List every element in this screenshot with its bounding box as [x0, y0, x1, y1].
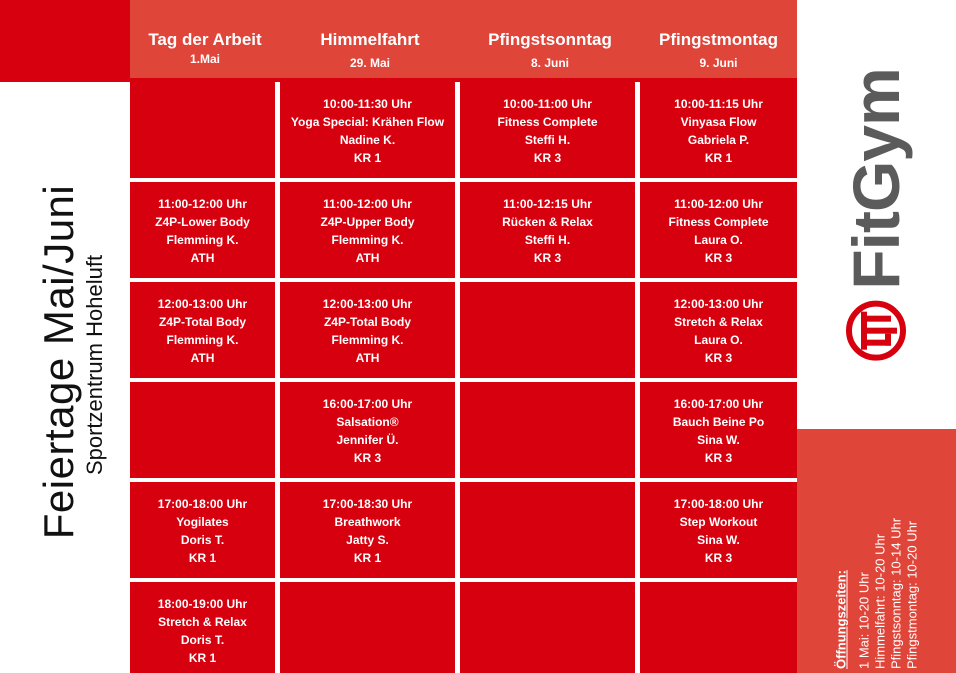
class-cell: [280, 182, 455, 278]
class-name: Rücken & Relax: [502, 215, 593, 229]
opening-hours-line: Pfingstsonntag: 10-14 Uhr: [888, 517, 903, 669]
class-name: Bauch Beine Po: [672, 415, 765, 429]
class-time: 11:00-12:00 Uhr: [158, 197, 247, 211]
class-time: 16:00-17:00 Uhr: [673, 397, 764, 411]
class-room: KR 3: [704, 451, 733, 465]
class-room: KR 1: [188, 551, 217, 565]
class-room: KR 3: [704, 351, 733, 365]
class-room: KR 1: [353, 151, 382, 165]
class-time: 11:00-12:00 Uhr: [323, 197, 412, 211]
class-time: 16:00-17:00 Uhr: [322, 397, 413, 411]
class-cell: [460, 182, 635, 278]
class-name: Stretch & Relax: [158, 615, 247, 629]
header-date: 8. Juni: [530, 56, 569, 70]
class-name: Salsation®: [336, 415, 399, 429]
class-room: KR 1: [704, 151, 733, 165]
class-time: 17:00-18:00 Uhr: [157, 497, 248, 511]
class-cell: [640, 382, 797, 478]
class-name: Z4P-Total Body: [158, 315, 247, 329]
class-name: Z4P-Upper Body: [320, 215, 415, 229]
class-trainer: Nadine K.: [339, 133, 396, 147]
header-name: Pfingstsonntag: [488, 30, 612, 49]
opening-hours-line: 1 Mai: 10-20 Uhr: [856, 572, 871, 669]
empty-cell: [640, 582, 797, 673]
header-date: 29. Mai: [349, 56, 391, 70]
class-time: 10:00-11:30 Uhr: [323, 97, 412, 111]
class-room: KR 3: [533, 251, 562, 265]
class-trainer: Steffi H.: [524, 233, 571, 247]
header-col-4: [640, 0, 797, 78]
empty-cell: [460, 482, 635, 578]
class-trainer: Sina W.: [697, 533, 740, 547]
class-time: 17:00-18:00 Uhr: [673, 497, 764, 511]
class-room: KR 3: [353, 451, 382, 465]
class-time: 10:00-11:00 Uhr: [503, 97, 592, 111]
class-cell: [640, 82, 797, 178]
class-cell: [640, 282, 797, 378]
header-date: 9. Juni: [699, 56, 738, 70]
class-trainer: Flemming K.: [331, 233, 404, 247]
empty-cell: [130, 382, 275, 478]
class-trainer: Doris T.: [180, 533, 225, 547]
class-time: 12:00-13:00 Uhr: [157, 297, 248, 311]
class-name: Stretch & Relax: [674, 315, 763, 329]
class-trainer: Flemming K.: [166, 333, 239, 347]
brand-name: FitGym: [839, 68, 913, 290]
class-time: 17:00-18:30 Uhr: [322, 497, 413, 511]
class-name: Z4P-Total Body: [323, 315, 412, 329]
opening-hours-content: [833, 433, 920, 669]
class-room: KR 3: [533, 151, 562, 165]
header-name: Tag der Arbeit: [148, 30, 262, 49]
class-cell: [460, 82, 635, 178]
class-name: Vinyasa Flow: [680, 115, 757, 129]
header-name: Pfingstmontag: [659, 30, 778, 49]
header-name: Himmelfahrt: [320, 30, 420, 49]
class-cell: [130, 482, 275, 578]
class-room: ATH: [355, 351, 380, 365]
empty-cell: [460, 282, 635, 378]
header-col-2: [280, 0, 460, 78]
class-time: 11:00-12:15 Uhr: [503, 197, 592, 211]
opening-hours-box: [797, 429, 956, 673]
class-trainer: Jatty S.: [346, 533, 389, 547]
fitgym-logo: [838, 68, 914, 361]
class-cell: [130, 582, 275, 673]
class-trainer: Steffi H.: [524, 133, 571, 147]
class-room: ATH: [190, 251, 215, 265]
class-cell: [130, 282, 275, 378]
opening-hours-line: Himmelfahrt: 10-20 Uhr: [872, 533, 887, 669]
logo-emblem-icon: [845, 300, 907, 362]
header-col-1: [130, 0, 280, 78]
class-name: Yogilates: [176, 515, 229, 529]
class-room: KR 1: [188, 651, 217, 665]
class-name: Fitness Complete: [497, 115, 598, 129]
class-name: Breathwork: [334, 515, 401, 529]
class-time: 18:00-19:00 Uhr: [157, 597, 248, 611]
opening-hours-line: Pfingstmontag: 10-20 Uhr: [904, 520, 919, 669]
empty-cell: [460, 382, 635, 478]
class-cell: [130, 182, 275, 278]
class-name: Step Workout: [679, 515, 758, 529]
class-time: 11:00-12:00 Uhr: [674, 197, 763, 211]
empty-cell: [130, 82, 275, 178]
class-trainer: Jennifer Ü.: [336, 433, 399, 447]
class-name: Yoga Special: Krähen Flow: [290, 115, 445, 129]
class-name: Z4P-Lower Body: [155, 215, 250, 229]
class-room: KR 1: [353, 551, 382, 565]
page-title: Feiertage Mai/Juni: [35, 184, 82, 540]
empty-cell: [460, 582, 635, 673]
header-date: 1.Mai: [189, 52, 220, 66]
schedule-grid: [130, 82, 797, 673]
class-cell: [640, 182, 797, 278]
class-trainer: Laura O.: [694, 233, 743, 247]
class-cell: [280, 282, 455, 378]
class-room: KR 3: [704, 251, 733, 265]
class-trainer: Doris T.: [180, 633, 225, 647]
class-trainer: Gabriela P.: [687, 133, 750, 147]
header-col-3: [460, 0, 640, 78]
class-time: 12:00-13:00 Uhr: [673, 297, 764, 311]
class-room: ATH: [355, 251, 380, 265]
class-cell: [280, 482, 455, 578]
class-trainer: Flemming K.: [166, 233, 239, 247]
empty-cell: [280, 582, 455, 673]
class-room: ATH: [190, 351, 215, 365]
class-trainer: Flemming K.: [331, 333, 404, 347]
class-cell: [640, 482, 797, 578]
class-trainer: Sina W.: [697, 433, 740, 447]
page-subtitle: Sportzentrum Hoheluft: [82, 254, 107, 476]
class-room: KR 3: [704, 551, 733, 565]
opening-hours-title: Öffnungszeiten:: [833, 570, 848, 669]
class-trainer: Laura O.: [694, 333, 743, 347]
class-name: Fitness Complete: [668, 215, 769, 229]
class-cell: [280, 382, 455, 478]
class-time: 12:00-13:00 Uhr: [322, 297, 413, 311]
class-time: 10:00-11:15 Uhr: [674, 97, 763, 111]
corner-block: [0, 0, 130, 82]
class-cell: [280, 82, 455, 178]
